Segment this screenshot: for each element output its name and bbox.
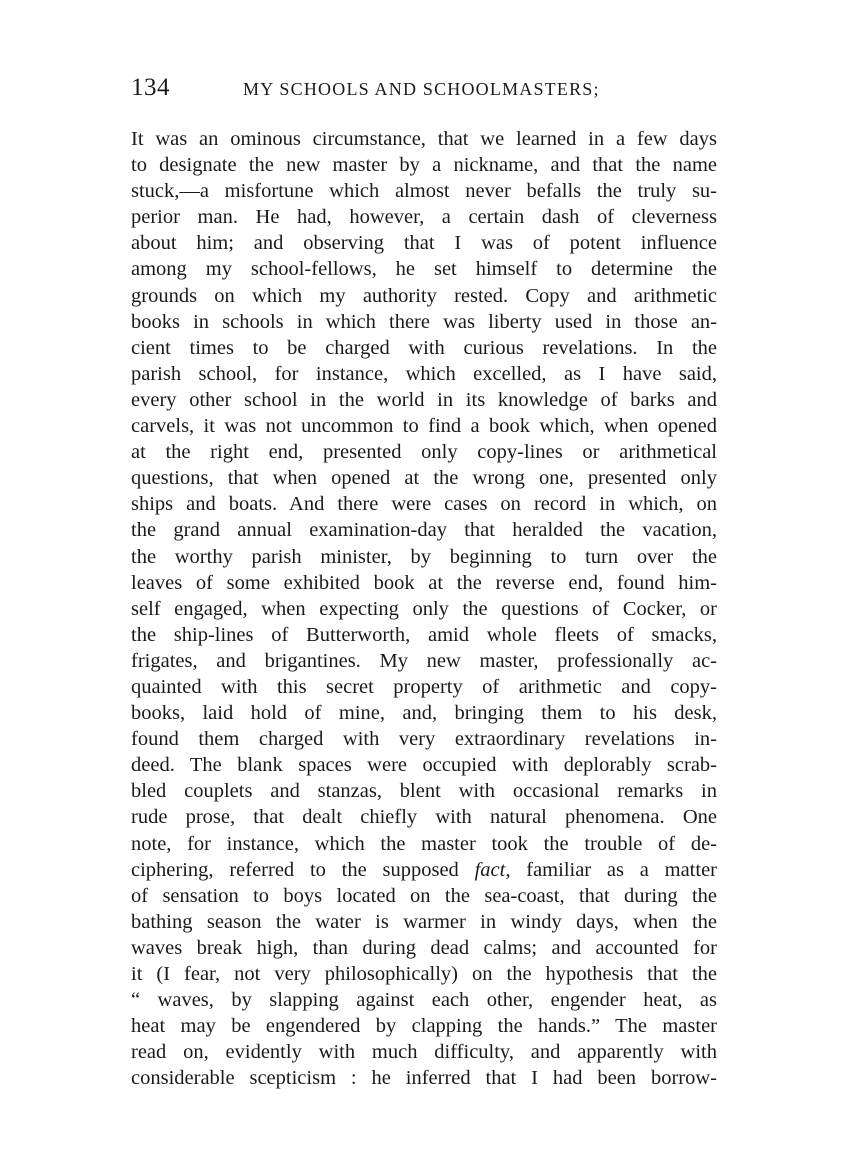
text-line: the worthy parish minister, by beginning to turn over the [131,545,717,568]
text-line: stuck,—a misfortune which almost never befalls the truly su- [131,180,717,203]
text-line: questions, that when opened at the wrong one, presented only [131,467,717,490]
text-segment: familiar as a matter [526,858,717,881]
body-text [131,126,717,1091]
text-line: the grand annual examination-day that heralded the vacation, [131,519,717,542]
text-line: note, for instance, which the master took the trouble of de- [131,832,717,855]
text-line: perior man. He had, however, a certain dash of cleverness [131,206,717,229]
running-head [131,74,721,108]
text-line: It was an ominous circumstance, that we learned in a few days [131,128,717,150]
page-number: 134 [131,74,170,101]
text-line: read on, evidently with much difficulty, and apparently with [131,1041,717,1064]
text-line: bathing season the water is warmer in windy days, when the [131,910,717,933]
text-line: rude prose, that dealt chiefly with natural phenomena. One [131,806,717,829]
text-line: of sensation to boys located on the sea-coast, that during the [131,884,717,907]
text-line: parish school, for instance, which excelled, as I have said, [131,362,717,385]
text-line: about him; and observing that I was of potent influence [131,232,717,255]
text-line: frigates, and brigantines. My new master, professionally ac- [131,649,717,672]
text-line: quainted with this secret property of arithmetic and copy- [131,675,717,698]
text-line: the ship-lines of Butterworth, amid whole fleets of smacks, [131,623,717,646]
text-line: grounds on which my authority rested. Copy and arithmetic [131,284,717,307]
text-segment: ciphering, referred to the supposed [131,858,459,881]
text-line: deed. The blank spaces were occupied with deplorably scrab- [131,754,717,777]
text-line: every other school in the world in its knowledge of barks and [131,388,717,411]
text-line: considerable scepticism : he inferred that I had been borrow- [131,1067,717,1090]
text-line: bled couplets and stanzas, blent with occasional remarks in [131,780,717,803]
text-line: ships and boats. And there were cases on record in which, on [131,493,717,516]
running-title: MY SCHOOLS AND SCHOOLMASTERS; [243,79,600,99]
text-line-with-italic [131,857,717,883]
text-line: to designate the new master by a nickname, and that the name [131,154,717,177]
text-line: self engaged, when expecting only the questions of Cocker, or [131,597,717,620]
text-line: at the right end, presented only copy-lines or arithmetical [131,441,717,464]
text-line: leaves of some exhibited book at the reverse end, found him- [131,571,717,594]
text-line: it (I fear, not very philosophically) on the hypothesis that the [131,963,717,985]
text-line: books, laid hold of mine, and, bringing them to his desk, [131,702,717,725]
italic-word: fact, [474,858,511,881]
text-line: heat may be engendered by clapping the hands.” The master [131,1015,717,1038]
text-line: waves break high, than during dead calms; and accounted for [131,936,717,959]
text-line: among my school-fellows, he set himself to determine the [131,258,717,281]
text-line: books in schools in which there was liberty used in those an- [131,310,717,333]
text-line: carvels, it was not uncommon to find a book which, when opened [131,415,717,438]
text-line: “ waves, by slapping against each other, engender heat, as [131,989,717,1012]
text-line: found them charged with very extraordinary revelations in- [131,728,717,751]
text-line: cient times to be charged with curious revelations. In the [131,336,717,359]
